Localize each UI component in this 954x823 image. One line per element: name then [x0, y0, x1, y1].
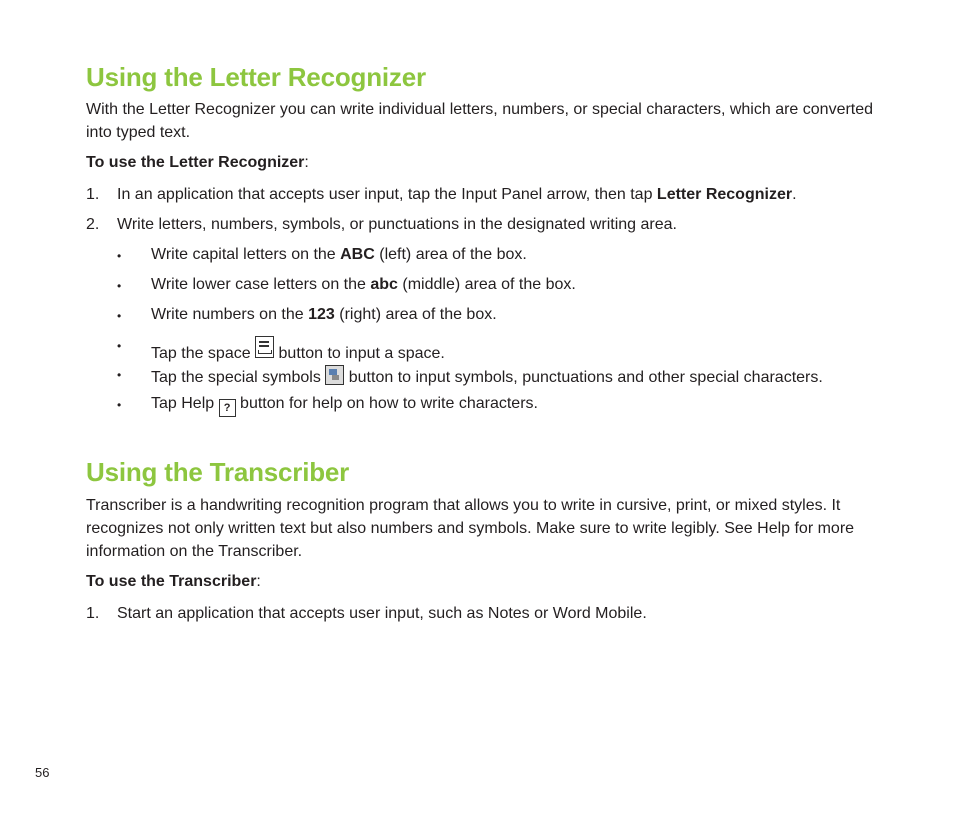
bullet-text-pre: Write numbers on the — [151, 306, 309, 323]
step-text-post: . — [792, 186, 797, 203]
bullet-icon: • — [117, 339, 122, 353]
bullet-bold: ABC — [340, 246, 375, 263]
bullet-text — [151, 276, 576, 294]
step-text — [117, 186, 797, 204]
bullet-text — [151, 246, 527, 264]
letter-recognizer-intro: With the Letter Recognizer you can write individual letters, numbers, or special characters, which are converted into typed text. — [86, 101, 874, 141]
bullet-text — [151, 395, 538, 417]
bullet-text-pre: Tap Help — [151, 395, 219, 412]
step-text: Write letters, numbers, symbols, or punctuations in the designated writing area. — [117, 216, 677, 233]
bullet-icon: • — [117, 368, 122, 382]
bullet-text-post: (left) area of the box. — [374, 246, 527, 263]
bullet-text-post: (middle) area of the box. — [397, 276, 576, 293]
bullet-text-post: button for help on how to write characters. — [235, 395, 538, 412]
bullet-icon: • — [117, 279, 122, 293]
section-title-letter-recognizer: Using the Letter Recognizer — [86, 62, 426, 92]
bullet-text-post: (right) area of the box. — [334, 306, 497, 323]
howto-colon: : — [304, 154, 309, 171]
step-number: 1. — [86, 186, 100, 203]
bullet-text-pre: Tap the special symbols — [151, 369, 326, 386]
bullet-icon: • — [117, 398, 122, 412]
bullet-text-post: button to input a space. — [274, 345, 445, 362]
howto-colon: : — [256, 573, 261, 590]
letter-recognizer-howto — [86, 151, 876, 174]
page-number: 56 — [35, 765, 50, 780]
step-bold: Letter Recognizer — [656, 186, 793, 203]
bullet-text — [151, 306, 497, 324]
bullet-bold: abc — [370, 276, 398, 293]
bullet-text-pre: Write capital letters on the — [151, 246, 341, 263]
bullet-icon: • — [117, 309, 122, 323]
bullet-text-post: button to input symbols, punctuations and other special characters. — [344, 369, 823, 386]
step-text-pre: In an application that accepts user input, tap the Input Panel arrow, then tap — [117, 186, 657, 203]
transcriber-intro: Transcriber is a handwriting recognition program that allows you to write in cursive, print, or mixed styles. It recognizes not only written text but also numbers and symbols. Make sure to write legibly. See Help for more information on the Transcriber. — [86, 497, 855, 560]
step-number: 1. — [86, 605, 100, 622]
step-number: 2. — [86, 216, 100, 233]
bullet-text-pre: Write lower case letters on the — [151, 276, 371, 293]
howto-label: To use the Letter Recognizer — [86, 154, 305, 171]
bullet-text — [151, 365, 823, 387]
bullet-text-pre: Tap the space — [151, 345, 256, 362]
bullet-text — [151, 336, 445, 363]
space-button-icon — [255, 336, 274, 358]
bullet-bold: 123 — [308, 306, 335, 323]
step-text: Start an application that accepts user input, such as Notes or Word Mobile. — [117, 605, 647, 622]
transcriber-howto — [86, 570, 876, 593]
section-title-transcriber: Using the Transcriber — [86, 457, 350, 487]
bullet-icon: • — [117, 249, 122, 263]
special-symbols-icon — [325, 365, 344, 385]
help-icon: ? — [219, 399, 236, 417]
howto-label: To use the Transcriber — [86, 573, 257, 590]
